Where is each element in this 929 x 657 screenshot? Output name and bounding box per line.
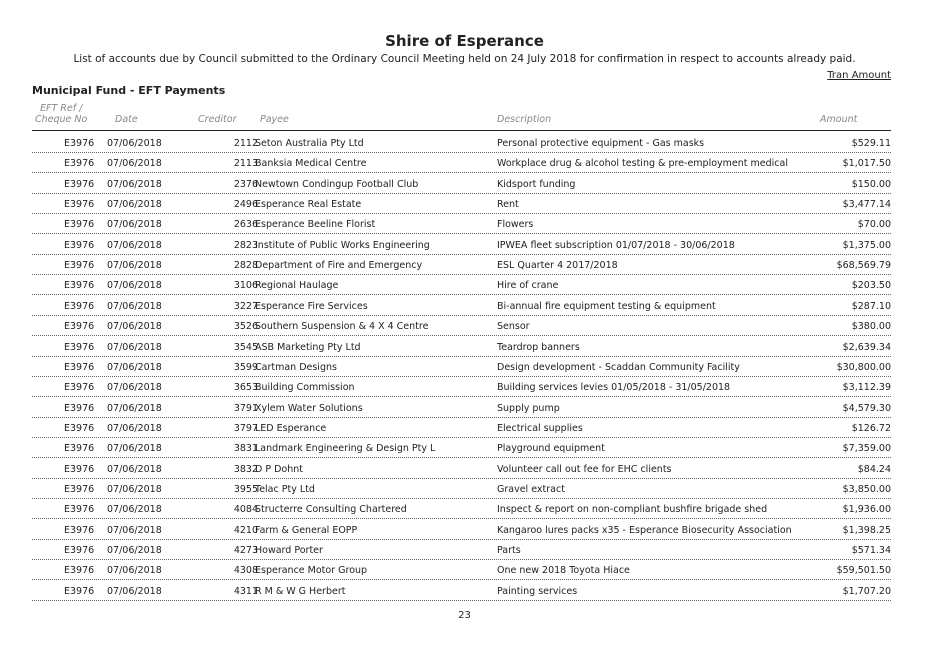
table-row bbox=[32, 316, 891, 336]
amount-cell: $1,707.20 bbox=[842, 585, 891, 597]
table-row bbox=[32, 377, 891, 397]
creditor-cell: 4273 bbox=[233, 545, 258, 556]
date-cell: 07/06/2018 bbox=[107, 178, 162, 190]
header-description: Description bbox=[497, 114, 552, 125]
date-cell: 07/06/2018 bbox=[107, 545, 162, 556]
table-row bbox=[32, 499, 891, 519]
eft-ref-cell: E3976 bbox=[64, 565, 95, 577]
date-cell: 07/06/2018 bbox=[107, 483, 162, 495]
description-cell: Teardrop banners bbox=[497, 341, 580, 353]
creditor-cell: 2376 bbox=[233, 178, 258, 190]
header-payee: Payee bbox=[260, 114, 289, 125]
table-row bbox=[32, 133, 891, 153]
payee-cell: Esperance Motor Group bbox=[255, 565, 368, 577]
payee-cell: Department of Fire and Emergency bbox=[255, 260, 423, 272]
eft-ref-cell: E3976 bbox=[64, 443, 95, 455]
table-row bbox=[32, 296, 891, 316]
amount-cell: $68,569.79 bbox=[836, 260, 891, 272]
header-date: Date bbox=[115, 114, 138, 125]
creditor-cell: 4311 bbox=[233, 585, 258, 597]
page-number: 23 bbox=[458, 610, 471, 621]
payee-cell: ASB Marketing Pty Ltd bbox=[255, 341, 361, 353]
table-row bbox=[32, 275, 891, 295]
table-row bbox=[32, 235, 891, 255]
description-cell: Workplace drug & alcohol testing & pre-employment medical bbox=[497, 158, 788, 170]
eft-ref-cell: E3976 bbox=[64, 382, 95, 394]
description-cell: ESL Quarter 4 2017/2018 bbox=[497, 260, 618, 272]
payee-cell: Farm & General EOPP bbox=[255, 524, 358, 536]
eft-ref-cell: E3976 bbox=[64, 361, 95, 373]
amount-cell: $380.00 bbox=[851, 321, 891, 333]
date-cell: 07/06/2018 bbox=[107, 239, 162, 251]
eft-ref-cell: E3976 bbox=[64, 585, 95, 597]
amount-cell: $2,639.34 bbox=[842, 341, 891, 353]
table-row bbox=[32, 418, 891, 438]
payee-cell: Xylem Water Solutions bbox=[255, 402, 363, 414]
header-ref-line2: Cheque No bbox=[35, 114, 88, 125]
eft-ref-cell: E3976 bbox=[64, 341, 95, 353]
amount-cell: $529.11 bbox=[851, 138, 891, 149]
date-cell: 07/06/2018 bbox=[107, 260, 162, 272]
payee-cell: Regional Haulage bbox=[255, 280, 339, 292]
table-row bbox=[32, 459, 891, 479]
date-cell: 07/06/2018 bbox=[107, 422, 162, 434]
amount-cell: $203.50 bbox=[851, 280, 891, 292]
header-creditor: Creditor bbox=[198, 114, 237, 125]
description-cell: Rent bbox=[497, 199, 519, 211]
table-row bbox=[32, 520, 891, 540]
creditor-cell: 2496 bbox=[233, 199, 258, 211]
creditor-cell: 4308 bbox=[233, 565, 258, 577]
date-cell: 07/06/2018 bbox=[107, 585, 162, 597]
date-cell: 07/06/2018 bbox=[107, 402, 162, 414]
table-row bbox=[32, 479, 891, 499]
eft-ref-cell: E3976 bbox=[64, 504, 95, 516]
amount-cell: $4,579.30 bbox=[842, 402, 891, 414]
amount-cell: $287.10 bbox=[851, 300, 891, 312]
payee-cell: Cartman Designs bbox=[255, 361, 337, 373]
payee-cell: Esperance Fire Services bbox=[255, 300, 368, 312]
payee-cell: LED Esperance bbox=[255, 422, 327, 434]
table-row bbox=[32, 194, 891, 214]
payee-cell: Institute of Public Works Engineering bbox=[255, 239, 430, 251]
creditor-cell: 2636 bbox=[233, 219, 258, 231]
description-cell: Personal protective equipment - Gas masks bbox=[497, 138, 705, 149]
payee-cell: Southern Suspension & 4 X 4 Centre bbox=[255, 321, 429, 333]
eft-ref-cell: E3976 bbox=[64, 300, 95, 312]
table-row bbox=[32, 398, 891, 418]
description-cell: Bi-annual fire equipment testing & equipment bbox=[497, 300, 716, 312]
header-amount: Amount bbox=[820, 114, 858, 125]
description-cell: Playground equipment bbox=[497, 443, 605, 455]
date-cell: 07/06/2018 bbox=[107, 199, 162, 211]
description-cell: Hire of crane bbox=[497, 280, 559, 292]
eft-ref-cell: E3976 bbox=[64, 260, 95, 272]
amount-cell: $7,359.00 bbox=[842, 443, 891, 455]
eft-ref-cell: E3976 bbox=[64, 219, 95, 231]
eft-ref-cell: E3976 bbox=[64, 321, 95, 333]
header-rule bbox=[32, 130, 891, 131]
page-subtitle: List of accounts due by Council submitted to the Ordinary Council Meeting held on 24 July 2018 for confirmation in respect to accounts already paid. bbox=[73, 53, 856, 65]
amount-cell: $3,112.39 bbox=[842, 382, 891, 394]
description-cell: Supply pump bbox=[497, 402, 560, 414]
table-row bbox=[32, 174, 891, 194]
date-cell: 07/06/2018 bbox=[107, 321, 162, 333]
payee-cell: Esperance Real Estate bbox=[255, 199, 362, 211]
creditor-cell: 2112 bbox=[233, 138, 258, 149]
table-row bbox=[32, 581, 891, 601]
date-cell: 07/06/2018 bbox=[107, 524, 162, 536]
creditor-cell: 4084 bbox=[233, 504, 258, 516]
creditor-cell: 3545 bbox=[233, 341, 258, 353]
payee-cell: Building Commission bbox=[255, 382, 355, 394]
creditor-cell: 3599 bbox=[233, 361, 258, 373]
date-cell: 07/06/2018 bbox=[107, 565, 162, 577]
creditor-cell: 3526 bbox=[233, 321, 258, 333]
payee-cell: Banksia Medical Centre bbox=[255, 158, 367, 170]
eft-ref-cell: E3976 bbox=[64, 178, 95, 190]
payee-cell: Seton Australia Pty Ltd bbox=[255, 138, 364, 149]
description-cell: Flowers bbox=[497, 219, 534, 231]
date-cell: 07/06/2018 bbox=[107, 463, 162, 475]
page-title: Shire of Esperance bbox=[385, 32, 544, 50]
description-cell: Gravel extract bbox=[497, 483, 565, 495]
amount-cell: $571.34 bbox=[851, 545, 891, 556]
eft-ref-cell: E3976 bbox=[64, 463, 95, 475]
eft-ref-cell: E3976 bbox=[64, 239, 95, 251]
description-cell: Kidsport funding bbox=[497, 178, 576, 190]
creditor-cell: 3106 bbox=[233, 280, 258, 292]
description-cell: Electrical supplies bbox=[497, 422, 583, 434]
creditor-cell: 2113 bbox=[233, 158, 258, 170]
eft-ref-cell: E3976 bbox=[64, 280, 95, 292]
tran-amount-label: Tran Amount bbox=[827, 70, 891, 81]
amount-cell: $1,398.25 bbox=[842, 524, 891, 536]
payee-cell: Newtown Condingup Football Club bbox=[255, 178, 419, 190]
description-cell: Inspect & report on non-compliant bushfire brigade shed bbox=[497, 504, 768, 516]
description-cell: One new 2018 Toyota Hiace bbox=[497, 565, 630, 577]
table-row bbox=[32, 255, 891, 275]
amount-cell: $3,477.14 bbox=[842, 199, 891, 211]
eft-ref-cell: E3976 bbox=[64, 483, 95, 495]
description-cell: Design development - Scaddan Community Facility bbox=[497, 361, 740, 373]
creditor-cell: 3791 bbox=[233, 402, 258, 414]
table-row bbox=[32, 438, 891, 458]
description-cell: Parts bbox=[497, 545, 521, 556]
date-cell: 07/06/2018 bbox=[107, 382, 162, 394]
eft-ref-cell: E3976 bbox=[64, 158, 95, 170]
table-row bbox=[32, 153, 891, 173]
eft-ref-cell: E3976 bbox=[64, 524, 95, 536]
amount-cell: $59,501.50 bbox=[836, 565, 891, 577]
date-cell: 07/06/2018 bbox=[107, 443, 162, 455]
amount-cell: $1,017.50 bbox=[842, 158, 891, 170]
payee-cell: D P Dohnt bbox=[255, 463, 303, 475]
date-cell: 07/06/2018 bbox=[107, 138, 162, 149]
table-row bbox=[32, 357, 891, 377]
amount-cell: $126.72 bbox=[851, 422, 891, 434]
table-row bbox=[32, 214, 891, 234]
amount-cell: $70.00 bbox=[857, 219, 891, 231]
header-ref-line1: EFT Ref / bbox=[40, 103, 83, 114]
date-cell: 07/06/2018 bbox=[107, 300, 162, 312]
table-row bbox=[32, 560, 891, 580]
description-cell: Volunteer call out fee for EHC clients bbox=[497, 463, 672, 475]
creditor-cell: 4210 bbox=[233, 524, 258, 536]
description-cell: Kangaroo lures packs x35 - Esperance Biosecurity Association bbox=[497, 524, 792, 536]
eft-ref-cell: E3976 bbox=[64, 402, 95, 414]
date-cell: 07/06/2018 bbox=[107, 361, 162, 373]
eft-ref-cell: E3976 bbox=[64, 138, 95, 149]
payee-cell: R M & W G Herbert bbox=[255, 585, 346, 597]
amount-cell: $1,936.00 bbox=[842, 504, 891, 516]
date-cell: 07/06/2018 bbox=[107, 504, 162, 516]
table-row bbox=[32, 540, 891, 560]
eft-ref-cell: E3976 bbox=[64, 199, 95, 211]
creditor-cell: 2828 bbox=[233, 260, 258, 272]
payee-cell: Landmark Engineering & Design Pty L bbox=[255, 443, 436, 455]
eft-ref-cell: E3976 bbox=[64, 422, 95, 434]
payee-cell: Structerre Consulting Chartered bbox=[255, 504, 407, 516]
creditor-cell: 2823 bbox=[233, 239, 258, 251]
date-cell: 07/06/2018 bbox=[107, 219, 162, 231]
description-cell: Sensor bbox=[497, 321, 530, 333]
payee-cell: Howard Porter bbox=[255, 545, 323, 556]
table-row bbox=[32, 337, 891, 357]
description-cell: Painting services bbox=[497, 585, 578, 597]
amount-cell: $150.00 bbox=[851, 178, 891, 190]
creditor-cell: 3653 bbox=[233, 382, 258, 394]
description-cell: IPWEA fleet subscription 01/07/2018 - 30/06/2018 bbox=[497, 239, 735, 251]
amount-cell: $1,375.00 bbox=[842, 239, 891, 251]
amount-cell: $84.24 bbox=[857, 463, 891, 475]
date-cell: 07/06/2018 bbox=[107, 280, 162, 292]
creditor-cell: 3955 bbox=[233, 483, 258, 495]
eft-ref-cell: E3976 bbox=[64, 545, 95, 556]
payee-cell: Telac Pty Ltd bbox=[255, 483, 315, 495]
creditor-cell: 3832 bbox=[233, 463, 258, 475]
date-cell: 07/06/2018 bbox=[107, 158, 162, 170]
description-cell: Building services levies 01/05/2018 - 31/05/2018 bbox=[497, 382, 731, 394]
payee-cell: Esperance Beeline Florist bbox=[255, 219, 376, 231]
creditor-cell: 3227 bbox=[233, 300, 258, 312]
amount-cell: $3,850.00 bbox=[842, 483, 891, 495]
date-cell: 07/06/2018 bbox=[107, 341, 162, 353]
creditor-cell: 3831 bbox=[233, 443, 258, 455]
creditor-cell: 3797 bbox=[233, 422, 258, 434]
section-heading: Municipal Fund - EFT Payments bbox=[32, 84, 226, 97]
amount-cell: $30,800.00 bbox=[836, 361, 891, 373]
